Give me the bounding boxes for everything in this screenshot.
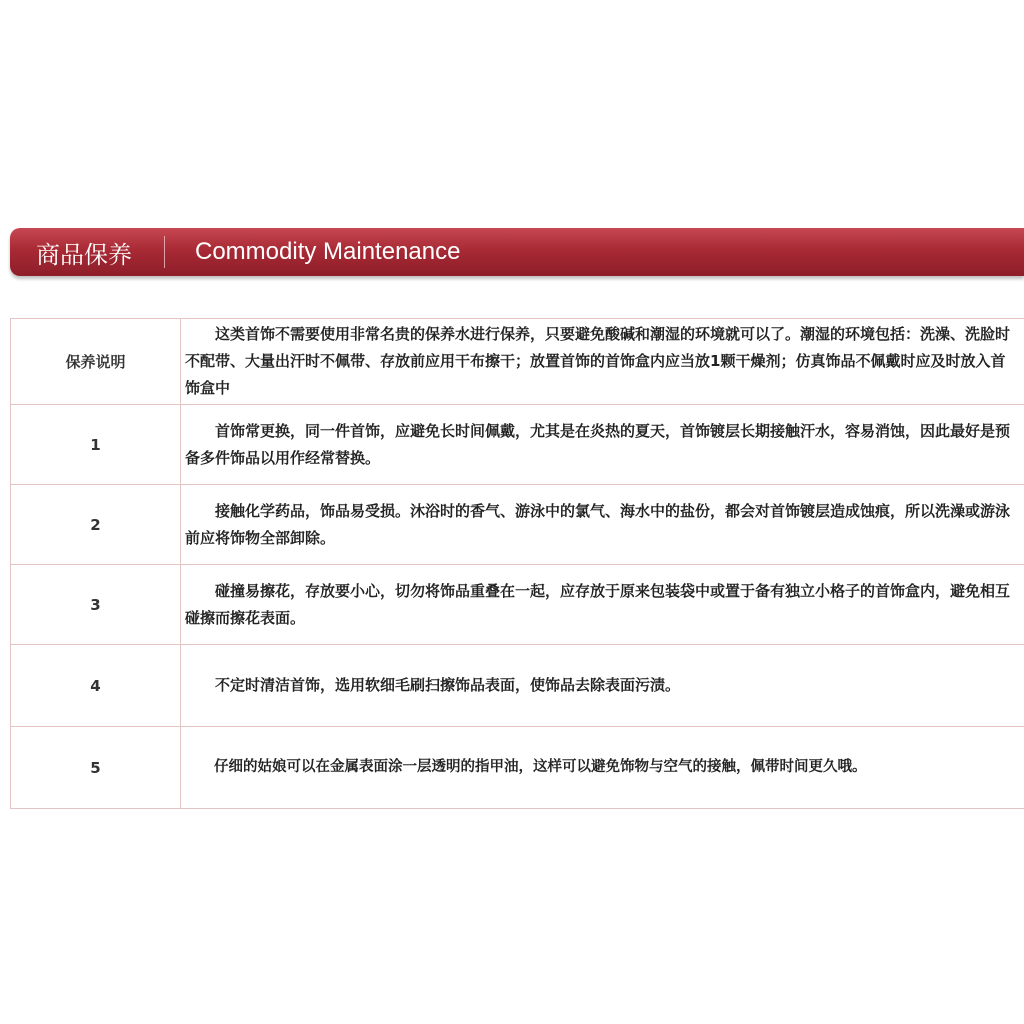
row-label: 5 [11,727,181,809]
row-text: 不定时清洁首饰，选用软细毛刷扫擦饰品表面，使饰品去除表面污渍。 [181,645,1024,727]
section-header-banner [10,228,1024,276]
row-label: 4 [11,645,181,727]
row-label: 2 [11,485,181,565]
row-label: 1 [11,405,181,485]
maintenance-table [10,318,1024,809]
table-row [11,485,1024,565]
section-title-english: Commodity Maintenance [195,238,461,265]
row-text: 这类首饰不需要使用非常名贵的保养水进行保养，只要避免酸碱和潮湿的环境就可以了。潮湿的环境包括：洗澡、洗脸时不配带、大量出汗时不佩带、存放前应用干布擦干；放置首饰的首饰盒内应当放1颗干燥剂；仿真饰品不佩戴时应及时放入首饰盒中 [181,319,1024,405]
row-label: 保养说明 [11,319,181,405]
row-text: 首饰常更换，同一件首饰，应避免长时间佩戴，尤其是在炎热的夏天，首饰镀层长期接触汗水，容易消蚀，因此最好是预备多件饰品以用作经常替换。 [181,405,1024,485]
table-row [11,319,1024,405]
row-text: 碰撞易擦花，存放要小心，切勿将饰品重叠在一起，应存放于原来包装袋中或置于备有独立小格子的首饰盒内，避免相互碰擦而擦花表面。 [181,565,1024,645]
section-title-chinese: 商品保养 [36,240,132,269]
table-row [11,565,1024,645]
table-row [11,405,1024,485]
row-text: 接触化学药品，饰品易受损。沐浴时的香气、游泳中的氯气、海水中的盐份，都会对首饰镀层造成蚀痕，所以洗澡或游泳前应将饰物全部卸除。 [181,485,1024,565]
row-label: 3 [11,565,181,645]
row-text: 仔细的姑娘可以在金属表面涂一层透明的指甲油，这样可以避免饰物与空气的接触，佩带时间更久哦。 [181,727,1024,809]
title-divider [164,236,165,268]
table-row [11,645,1024,727]
table-row [11,727,1024,809]
